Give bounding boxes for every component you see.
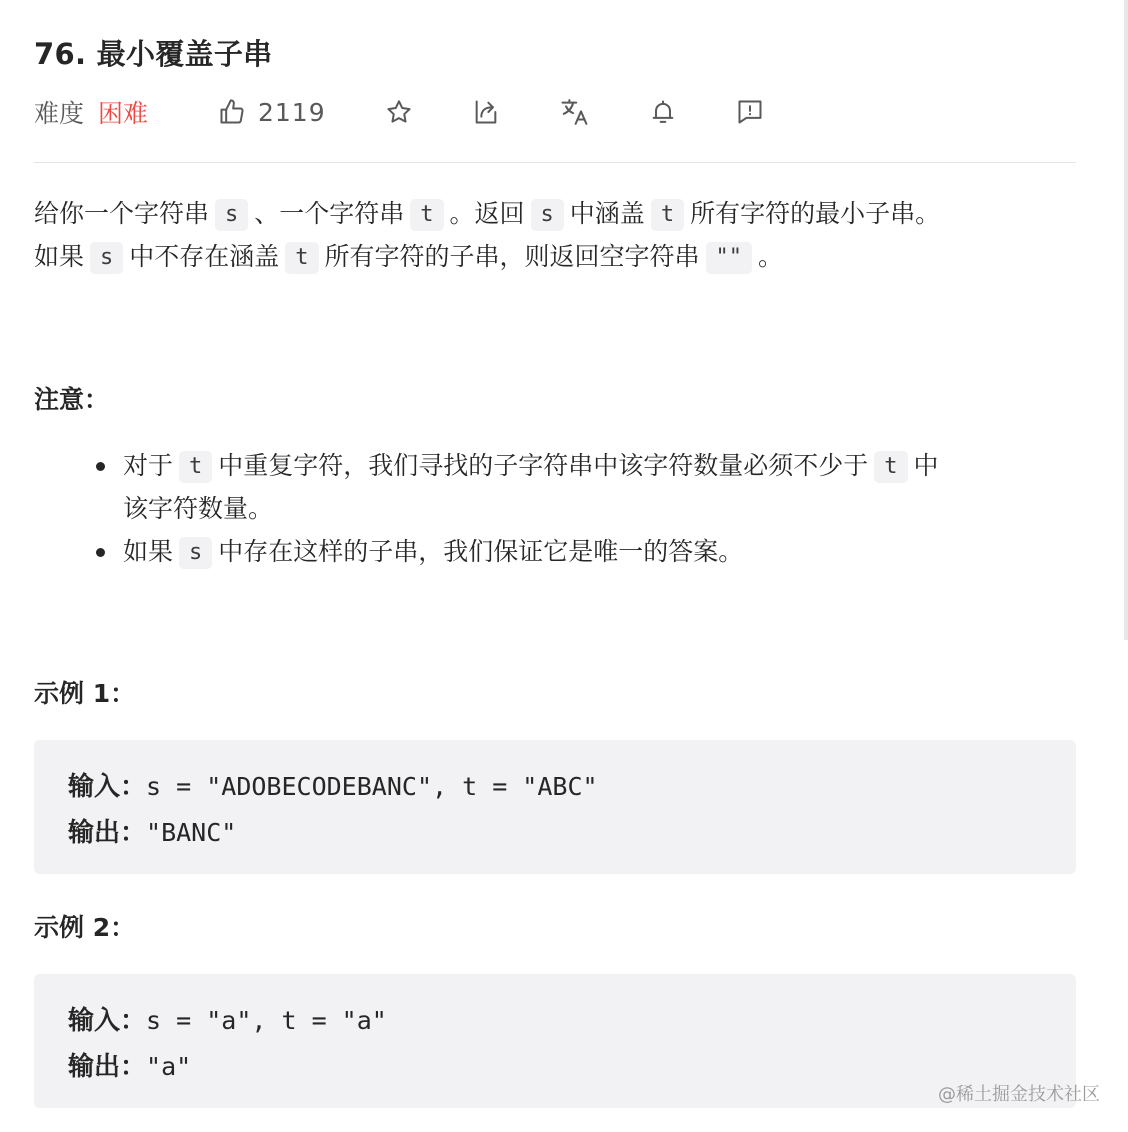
- example-2-output: [68, 1046, 191, 1083]
- inline-code: t: [874, 451, 907, 483]
- text: 如果: [34, 242, 85, 271]
- text: 中存在这样的子串，我们保证它是唯一的答案。: [218, 537, 744, 566]
- inline-code: "": [706, 242, 753, 274]
- text: 该字符数量。: [123, 494, 274, 523]
- example-2-input: [68, 1000, 387, 1037]
- text: 中: [913, 451, 939, 480]
- example-1-codeblock: [34, 740, 1076, 874]
- favorite-button[interactable]: [385, 90, 413, 134]
- problem-title: 76. 最小覆盖子串: [34, 37, 273, 71]
- output-label: 输出：: [68, 818, 147, 848]
- share-button[interactable]: [472, 90, 500, 134]
- notes-list: [34, 444, 1076, 573]
- inline-code: s: [215, 199, 248, 231]
- translate-icon: [560, 97, 590, 127]
- description-paragraph: [34, 192, 1104, 278]
- example-2-codeblock: [34, 974, 1076, 1108]
- bullet-dot: [96, 548, 105, 557]
- description-line-1: [34, 192, 1104, 235]
- inline-code: t: [410, 199, 443, 231]
- input-label: 输入：: [68, 1006, 147, 1036]
- text: 对于: [123, 451, 174, 480]
- text: 所有字符的最小子串。: [690, 199, 941, 228]
- text: 、一个字符串: [254, 199, 405, 228]
- share-icon: [472, 98, 500, 126]
- difficulty-badge: 困难: [98, 99, 149, 128]
- inline-code: s: [179, 537, 212, 569]
- inline-code: s: [90, 242, 123, 274]
- output-value: "BANC": [146, 818, 237, 847]
- text: 中重复字符，我们寻找的子字符串中该字符数量必须不少于: [218, 451, 869, 480]
- difficulty: [34, 90, 148, 134]
- scrollbar-track[interactable]: [1124, 0, 1128, 640]
- list-item: [34, 444, 1076, 530]
- text: 中不存在涵盖: [129, 242, 280, 271]
- input-value: s = "ADOBECODEBANC", t = "ABC": [146, 772, 598, 801]
- text: 所有字符的子串，则返回空字符串: [324, 242, 700, 271]
- star-icon: [385, 98, 413, 126]
- subscribe-button[interactable]: [649, 90, 677, 134]
- translate-button[interactable]: [560, 90, 590, 134]
- difficulty-label: 难度: [34, 99, 85, 128]
- output-value: "a": [146, 1052, 192, 1081]
- input-value: s = "a", t = "a": [146, 1006, 387, 1035]
- feedback-icon: [736, 98, 764, 126]
- text: 。返回: [449, 199, 525, 228]
- example-2-heading: 示例 2：: [34, 913, 136, 942]
- like-button[interactable]: [218, 90, 326, 134]
- input-label: 输入：: [68, 772, 147, 802]
- example-1-output: [68, 812, 236, 849]
- example-1-input: [68, 766, 598, 803]
- description-line-2: [34, 235, 1104, 278]
- text: 。: [758, 242, 784, 271]
- bullet-dot: [96, 462, 105, 471]
- text: 中涵盖: [569, 199, 645, 228]
- list-item: [34, 530, 1076, 573]
- inline-code: s: [531, 199, 564, 231]
- watermark: @稀土掘金技术社区: [938, 1084, 1100, 1105]
- inline-code: t: [179, 451, 212, 483]
- notes-heading: 注意：: [34, 385, 110, 414]
- text: 给你一个字符串: [34, 199, 210, 228]
- header-divider: [34, 162, 1076, 163]
- text: 如果: [123, 537, 174, 566]
- feedback-button[interactable]: [736, 90, 764, 134]
- bell-icon: [649, 98, 677, 126]
- example-1-heading: 示例 1：: [34, 679, 136, 708]
- inline-code: t: [285, 242, 318, 274]
- inline-code: t: [651, 199, 684, 231]
- problem-toolbar: [34, 90, 794, 134]
- output-label: 输出：: [68, 1052, 147, 1082]
- thumbs-up-icon: [218, 98, 246, 126]
- like-count: 2119: [258, 97, 326, 127]
